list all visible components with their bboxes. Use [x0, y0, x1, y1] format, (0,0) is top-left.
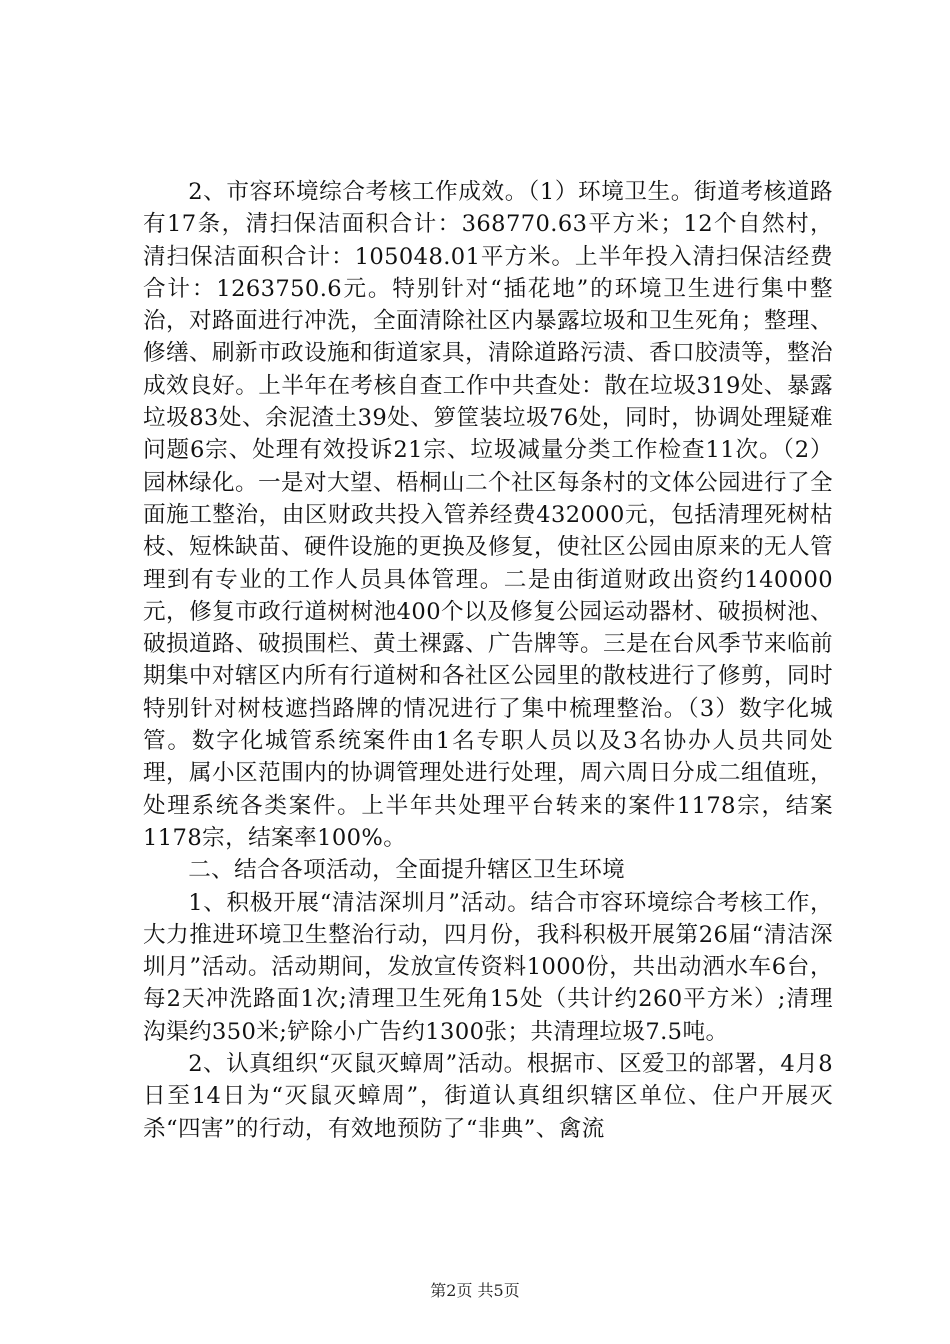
paragraph-clean-shenzhen-month: 1、积极开展“清洁深圳月”活动。结合市容环境综合考核工作，大力推进环境卫生整治行动，四月份，我科积极开展第26届“清洁深圳月”活动。活动期间，发放宣传资料1000份，共出动洒水车6台，每2天冲洗路面1次;清理卫生死角15处（共计约260平方米）;清理沟渠约350米;铲除小广告约1300张；共清理垃圾7.5吨。 — [143, 889, 833, 1045]
paragraph-rodent-cockroach-week: 2、认真组织“灭鼠灭蟑周”活动。根据市、区爱卫的部署，4月8日至14日为“灭鼠灭蟑周”，街道认真组织辖区单位、住户开展灭杀“四害”的行动，有效地预防了“非典”、禽流 — [143, 1051, 833, 1142]
paragraph-assessment-results: 2、市容环境综合考核工作成效。（1）环境卫生。街道考核道路有17条，清扫保洁面积合计：368770.63平方米；12个自然村，清扫保洁面积合计：105048.01平方米。上半年投入清扫保洁经费合计：1263750.6元。特别针对“插花地”的环境卫生进行集中整治，对路面进行冲洗，全面清除社区内暴露垃圾和卫生死角；整理、修缮、刷新市政设施和街道家具，清除道路污渍、香口胶渍等，整治成效良好。上半年在考核自查工作中共查处：散在垃圾319处、暴露垃圾83处、余泥渣土39处、箩筐装垃圾76处，同时，协调处理疑难问题6宗、处理有效投诉21宗、垃圾减量分类工作检查11次。（2）园林绿化。一是对大望、梧桐山二个社区每条村的文体公园进行了全面施工整治，由区财政共投入管养经费432000元，包括清理死树枯枝、短株缺苗、硬件设施的更换及修复，使社区公园由原来的无人管理到有专业的工作人员具体管理。二是由街道财政出资约140000元，修复市政行道树树池400个以及修复公园运动器材、破损树池、破损道路、破损围栏、黄土裸露、广告牌等。三是在台风季节来临前期集中对辖区内所有行道树和各社区公园里的散枝进行了修剪，同时特别针对树枝遮挡路牌的情况进行了集中梳理整治。（3）数字化城管。数字化城管系统案件由1名专职人员以及3名协办人员共同处理，属小区范围内的协调管理处进行处理，周六周日分成二组值班，处理系统各类案件。上半年共处理平台转来的案件1178宗，结案1178宗，结案率100%。 — [143, 179, 833, 851]
document-body — [143, 176, 833, 1145]
section-heading-two: 二、结合各项活动，全面提升辖区卫生环境 — [188, 857, 626, 884]
page-number-footer: 第2页 共5页 — [430, 1281, 520, 1300]
